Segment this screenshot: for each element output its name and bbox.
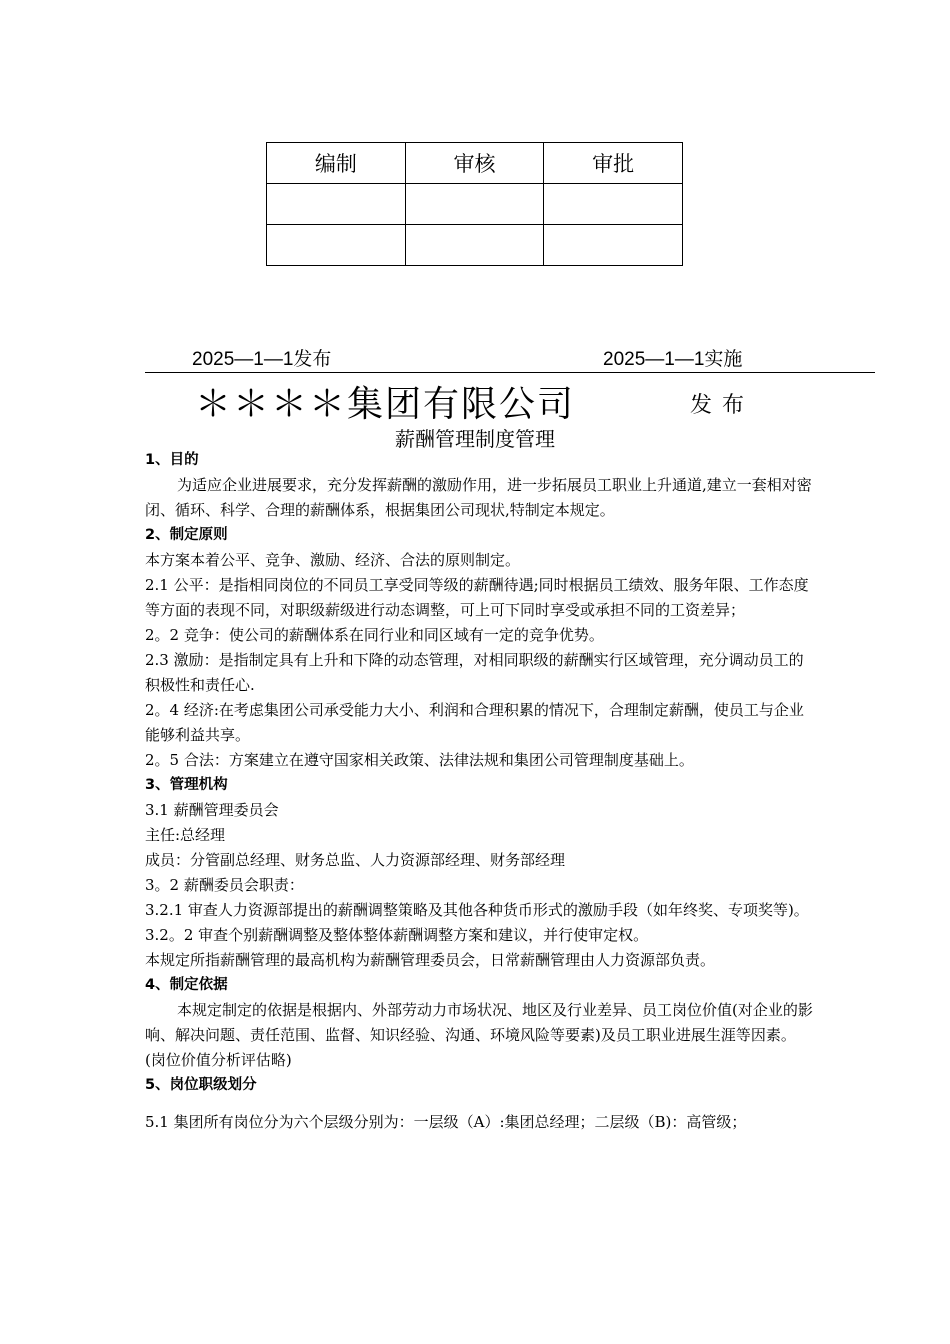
signoff-row bbox=[267, 225, 683, 266]
signoff-cell bbox=[267, 184, 406, 225]
document-body bbox=[145, 448, 815, 1135]
issue-date: 2025—1—1发布 bbox=[192, 349, 332, 370]
signoff-row bbox=[267, 184, 683, 225]
signoff-cell bbox=[544, 184, 683, 225]
paragraph: 2。4 经济:在考虑集团公司承受能力大小、利润和合理积累的情况下，合理制定薪酬，使员工与企业能够利益共享。 bbox=[145, 701, 804, 744]
signoff-header-approve: 审批 bbox=[544, 143, 683, 184]
paragraph: 3.2。2 审查个别薪酬调整及整体整体薪酬调整方案和建议，并行使审定权。 bbox=[145, 926, 649, 944]
signoff-cell bbox=[544, 225, 683, 266]
paragraph: 成员：分管副总经理、财务总监、人力资源部经理、财务部经理 bbox=[145, 851, 566, 869]
paragraph: 3.2.1 审查人力资源部提出的薪酬调整策略及其他各种货币形式的激励手段（如年终奖、专项奖等)。 bbox=[145, 901, 809, 919]
section-heading: 2、制定原则 bbox=[145, 527, 228, 543]
paragraph: 3.1 薪酬管理委员会 bbox=[145, 801, 279, 819]
paragraph: 本方案本着公平、竞争、激励、经济、合法的原则制定。 bbox=[145, 551, 521, 569]
section-heading: 4、制定依据 bbox=[145, 977, 228, 993]
signoff-header-compile: 编制 bbox=[267, 143, 406, 184]
paragraph: 为适应企业进展要求，充分发挥薪酬的激励作用，进一步拓展员工职业上升通道,建立一套相对密闭、循环、科学、合理的薪酬体系，根据集团公司现状,特制定本规定。 bbox=[145, 476, 812, 519]
paragraph: 主任:总经理 bbox=[145, 826, 226, 844]
section-heading: 3、管理机构 bbox=[145, 777, 228, 793]
paragraph: 本规定制定的依据是根据内、外部劳动力市场状况、地区及行业差异、员工岗位价值(对企业的影响、解决问题、责任范围、监督、知识经验、沟通、环境风险等要素)及员工职业进展生涯等因素。(岗位价值分析评估略) bbox=[145, 1001, 813, 1069]
signoff-cell bbox=[405, 225, 544, 266]
section-heading: 1、目的 bbox=[145, 452, 199, 468]
date-line bbox=[145, 348, 875, 373]
paragraph: 2.3 激励：是指制定具有上升和下降的动态管理，对相同职级的薪酬实行区域管理，充分调动员工的积极性和责任心. bbox=[145, 651, 804, 694]
signoff-cell bbox=[267, 225, 406, 266]
paragraph: 2。5 合法：方案建立在遵守国家相关政策、法律法规和集团公司管理制度基础上。 bbox=[145, 751, 694, 769]
paragraph: 5.1 集团所有岗位分为六个层级分别为：一层级（A）:集团总经理；二层级（B)：高管级； bbox=[145, 1113, 747, 1131]
paragraph: 2.1 公平：是指相同岗位的不同员工享受同等级的薪酬待遇;同时根据员工绩效、服务年限、工作态度等方面的表现不同，对职级薪级进行动态调整，可上可下同时享受或承担不同的工资差异； bbox=[145, 576, 809, 619]
publish-label: 发布 bbox=[690, 393, 755, 418]
document-title: 薪酬管理制度管理 bbox=[395, 427, 555, 451]
section-heading: 5、岗位职级划分 bbox=[145, 1077, 257, 1093]
signoff-table bbox=[266, 142, 683, 266]
paragraph: 本规定所指薪酬管理的最高机构为薪酬管理委员会，日常薪酬管理由人力资源部负责。 bbox=[145, 951, 716, 969]
company-name: ＊＊＊＊集团有限公司 bbox=[195, 384, 576, 425]
paragraph: 2。2 竞争：使公司的薪酬体系在同行业和同区域有一定的竞争优势。 bbox=[145, 626, 604, 644]
paragraph: 3。2 薪酬委员会职责： bbox=[145, 876, 304, 894]
signoff-header-row bbox=[267, 143, 683, 184]
signoff-header-review: 审核 bbox=[405, 143, 544, 184]
signoff-cell bbox=[405, 184, 544, 225]
effective-date: 2025—1—1实施 bbox=[603, 349, 743, 370]
